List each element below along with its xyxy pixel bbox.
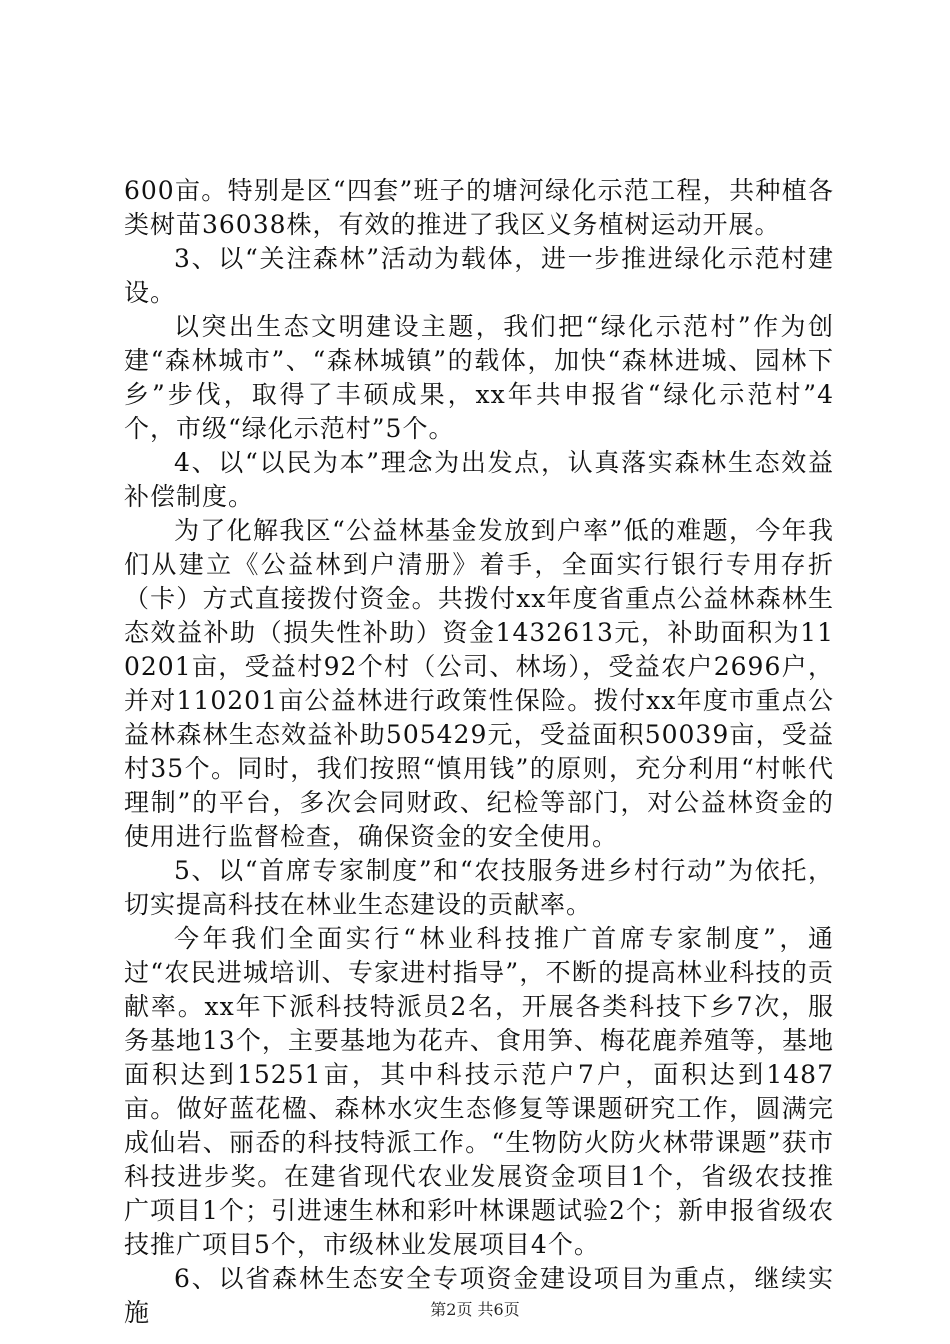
paragraph: 600亩。特别是区“四套”班子的塘河绿化示范工程，共种植各类树苗36038株，有效的推进了我区义务植树运动开展。 <box>124 176 834 239</box>
page-footer: 第2页 共6页 <box>430 1300 520 1319</box>
paragraph: 今年我们全面实行“林业科技推广首席专家制度”，通过“农民进城培训、专家进村指导”，不断的提高林业科技的贡献率。xx年下派科技特派员2名，开展各类科技下乡7次，服务基地13个，主要基地为花卉、食用笋、梅花鹿养殖等，基地面积达到15251亩，其中科技示范户7户，面积达到1487亩。做好蓝花楹、森林水灾生态修复等课题研究工作，圆满完成仙岩、丽岙的科技特派工作。“生物防火防火林带课题”获市科技进步奖。在建省现代农业发展资金项目1个，省级农技推广项目1个；引进速生林和彩叶林课题试验2个；新申报省级农技推广项目5个，市级林业发展项目4个。 <box>124 924 834 1259</box>
section-heading-3: 3、以“关注森林”活动为载体，进一步推进绿化示范村建设。 <box>124 244 834 307</box>
document-body <box>124 174 834 1330</box>
paragraph: 为了化解我区“公益林基金发放到户率”低的难题，今年我们从建立《公益林到户清册》着手，全面实行银行专用存折（卡）方式直接拨付资金。共拨付xx年度省重点公益林森林生态效益补助（损失性补助）资金1432613元，补助面积为110201亩，受益村92个村（公司、林场），受益农户2696户，并对110201亩公益林进行政策性保险。拨付xx年度市重点公益林森林生态效益补助505429元，受益面积50039亩，受益村35个。同时，我们按照“慎用钱”的原则，充分利用“村帐代理制”的平台，多次会同财政、纪检等部门，对公益林资金的使用进行监督检查，确保资金的安全使用。 <box>124 516 834 851</box>
section-heading-5: 5、以“首席专家制度”和“农技服务进乡村行动”为依托，切实提高科技在林业生态建设的贡献率。 <box>124 856 834 919</box>
section-heading-4: 4、以“以民为本”理念为出发点，认真落实森林生态效益补偿制度。 <box>124 448 834 511</box>
section-heading-6: 6、以省森林生态安全专项资金建设项目为重点，继续实施 <box>124 1264 834 1327</box>
paragraph: 以突出生态文明建设主题，我们把“绿化示范村”作为创建“森林城市”、“森林城镇”的载体，加快“森林进城、园林下乡”步伐，取得了丰硕成果，xx年共申报省“绿化示范村”4个，市级“绿化示范村”5个。 <box>124 312 834 443</box>
